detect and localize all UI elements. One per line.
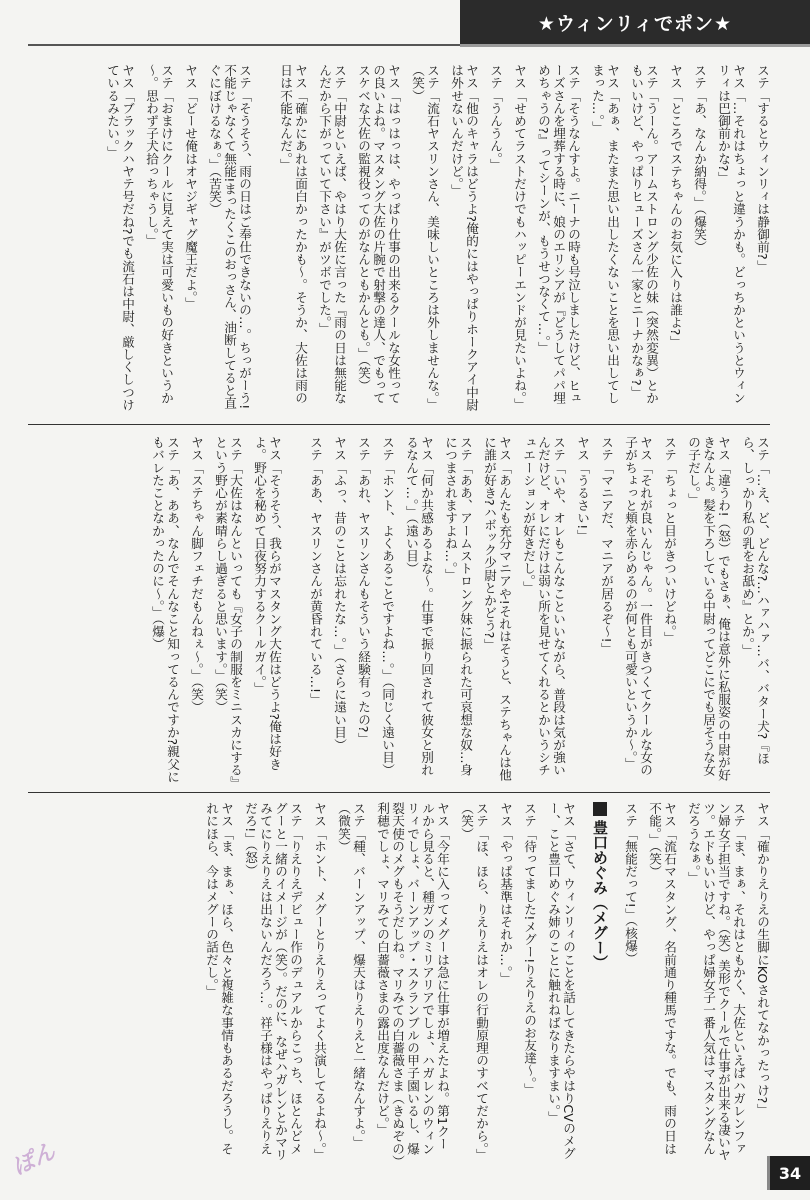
dialogue-line: ヤス「あぁ、またまた思い出したくないことを思い出してしまった…。」 [590,64,620,405]
header-bar [460,0,810,47]
dialogue-line: ステ「ま、まぁ、それはともかく、大佐といえばハガレンファン婦女子担当ですね。（笑）美形でクールで仕事が出来る凄いヤツ。エドもいいけど、やっぱ婦女子一番人気はマスタングなんだろうなぁ。」 [686,802,746,1162]
column-spacer [291,436,299,786]
section-divider [28,792,770,793]
dialogue-line: ステ「流石ヤスリンさん、美味しいところは外しませんな。」（笑） [410,64,440,411]
dialogue-line: ヤス「ふっ、昔のことは忘れたな…。」（さらに遠い目） [332,436,347,751]
dialogue-line: ヤス「確かりえりえの生脚にKOされてなかったっけ?」 [755,802,770,1116]
section-heading-text: 豊口めぐみ（メグー） [591,820,609,970]
dialogue-line: ステ「…え、ど、どんな?…ハァハァ…バ、バター犬?『ほら、しっかり私の乳をお舐め』とか。」 [740,436,770,765]
page-number: 34 [767,1156,810,1190]
dialogue-line: ステ「ああ、ヤスリンさんが黄昏れている…!」 [308,436,323,706]
dialogue-line: ステ「おまけにクールに見えて実は可愛いもの好きというか～。思わず子犬拾っちゃうし。」 [144,64,174,405]
dialogue-line: ヤス「ところでステちゃんのお気に入りは誰よ?」 [668,64,683,348]
dialogue-line: ヤス「確かにあれは面白かったかも～。そうか、大佐は雨の日は不能なんだ。」 [278,64,308,405]
dialogue-line: ヤス「ブラックハヤテ号だね?でも流石は中尉、厳しくしつけているみたい。」 [105,64,135,411]
dialogue-line: ヤス「はっはっは、やっぱり仕事の出来るクールな女性っての良いよね。マスタング大佐の片腕で射撃の達人、でもってスケベな大佐の監視役ってのがなんともかんとも。」（笑） [356,64,401,405]
dialogue-line: ヤス「あんたも充分マニアや!それはそうと、ステちゃんは他に誰が好き?ハボック少尉とかどう?」 [482,436,512,782]
dialogue-section-3 [40,802,770,1162]
page-title: ★ウィンリィでポン★ [537,12,733,35]
dialogue-line: ステ「うーん。アームストロング少佐の妹（突然変異）とかもいいけど、やっぱりヒューズさん一家とニーナかなぁ?」 [629,64,659,405]
dialogue-line: ヤス「ま、まぁ、ほら、色々と複雑な事情もあるだろうし。それにほら、今はメグーの話だし。」 [204,802,234,1155]
dialogue-line: ステ「種、バーンアップ、爆天はりえりえと一緒なんすよ。」（微笑） [336,802,366,1149]
dialogue-line: ステ「いや、オレもこんなこといいながら、普段は気が強いんだけど、オレにだけは弱い所を見せてくれるとかいうシチュエーションが好きだし。」 [521,436,566,777]
dialogue-line: ヤス「うるさい!」 [575,436,590,542]
dialogue-line: ステ「ちょっと目がきついけどね。」 [662,436,677,644]
dialogue-line: ステ「無能だって!」（核爆） [623,802,638,965]
dialogue-line: ステ「するとウィンリィは静御前?」 [755,64,770,273]
dialogue-line: ステ「あ、なんか納得。」（爆笑） [692,64,707,253]
dialogue-line: ステ「マニアだ、マニアが居るぞ～!」 [599,436,614,656]
dialogue-line: ヤス「さて、ウィンリィのことを話してきたらやはりCVのメグー、こと豊口めぐみ姉のことに触れねばなりますまい。」 [546,802,576,1160]
dialogue-line: ステ「待ってました!メグー!りえりえのお友達～。」 [522,802,537,1096]
dialogue-line: ステ「りえりえデビュー作のデュアルからこっち、ほとんどメグーと一緒のイメージが（笑）。だのに、なぜハガレンとかマリみてにりえりえは出ないんだろう…。祥子様はやっぱりえりえだろ!」（怒） [243,802,303,1162]
heading-square-icon [593,802,607,816]
dialogue-line: ヤス「違うわ!（怒）でもさぁ、俺は意外に私服姿の中尉が好きなんよ。髪を下ろしている中尉ってどこにでも居そうな女の子だし。」 [686,436,731,782]
dialogue-line: ヤス「他のキャラはどうよ?俺的にはやっぱりホークアイ中尉は外せないんだけど。」 [449,64,479,411]
dialogue-section-2 [40,436,770,786]
dialogue-line: ヤス「流石マスタング、名前通り種馬ですな。でも、雨の日は不能。」（笑） [647,802,677,1155]
dialogue-line: ヤス「何か共感あるよな～。仕事で振り回されて彼女と別れるなんて…。」（遠い目） [404,436,434,777]
dialogue-section-1 [40,64,770,416]
header-rule [28,44,460,46]
dialogue-line: ヤス「やっぱ基準はそれか…。」 [498,802,513,985]
dialogue-line: ステ「ホント、よくあることですよね…。」（同じく遠い目） [380,436,395,777]
dialogue-line: ステ「あれ、ヤスリンさんもそういう経験有ったの?」 [356,436,371,746]
dialogue-line: ヤス「ステちゃん脚フェチだもんねぇ～。」（笑） [189,436,204,714]
dialogue-line: ステ「大佐はなんといっても『女子の制服をミニスカにする』という野心が素晴らし過ぎると思います。」（笑） [213,436,243,783]
mascot-logo: ぽん [8,1139,60,1181]
section-heading [590,802,610,970]
section-divider [28,424,770,425]
dialogue-line: ヤス「今年に入ってメグーは急に仕事が増えたよね。第1クールから見ると、種ガンのミリアリアでしょ、ハガレンのウィンリィでしょ、バーンアップ・スクランブルの甲子園いるし、爆裂天使のメグもそうだしね。マリみての白薔薇さま（きぬぞの）利穂でしょ、マリみての白薔薇さまの露出度なんだけど。」 [375,802,450,1162]
dialogue-line: ステ「あ、ああ、なんでそんなこと知ってるんですか?親父にもバレたことなかったのに～。」（爆） [150,436,180,783]
dialogue-line: ステ「そうそう、雨の日はご奉仕できないの…。ちっがーう!不能じゃなくて無能!まったくこのおっさん、油断してると直ぐにぼけるなぁ。」（苦笑） [207,64,252,410]
dialogue-line: ヤス「それが良いんじゃん。一件目がきつくてクールな女の子がちょっと頬を赤らめるのが何とも可愛いというか～。」 [623,436,653,777]
dialogue-line: ヤス「ホント、メグーとりえりえってよく共演してるよね～。」 [312,802,327,1162]
dialogue-line: ヤス「せめてラストだけでもハッピーエンドが見たいよね。」 [512,64,527,411]
dialogue-line: ヤス「どーせ俺はオヤジギャグ魔王だよ。」 [183,64,198,310]
dialogue-line: ステ「中尉といえば、やはり大佐に言った『雨の日は無能なんだから下がっていて下さい』がツボでした。」 [317,64,347,405]
dialogue-line: ステ「そうなんすよ。ニーナの時も号泣しましたけど、ヒューズさんを埋葬する時に、娘のエリシアが『どうしてパパ埋めちゃうの?』ってシーンが、もうせつなくて…。」 [536,64,581,405]
dialogue-line: ステ「うんうん。」 [488,64,503,172]
dialogue-line: ヤス「…それはちょっと違うかも。どっちかというとウィンリィは巴御前かな?」 [716,64,746,405]
dialogue-line: ステ「ほ、ほら、りえりえはオレの行動原理のすべてだから。」（笑） [459,802,489,1162]
dialogue-line: ヤス「そうそう、我らがマスタング大佐はどうよ?俺は好きよ。野心を秘めて日夜努力するクールガイ。」 [252,436,282,771]
column-spacer [261,64,269,416]
dialogue-line: ステ「ああ、アームストロング妹に振られた可哀想な奴…身につまされますよね…。」 [443,436,473,777]
